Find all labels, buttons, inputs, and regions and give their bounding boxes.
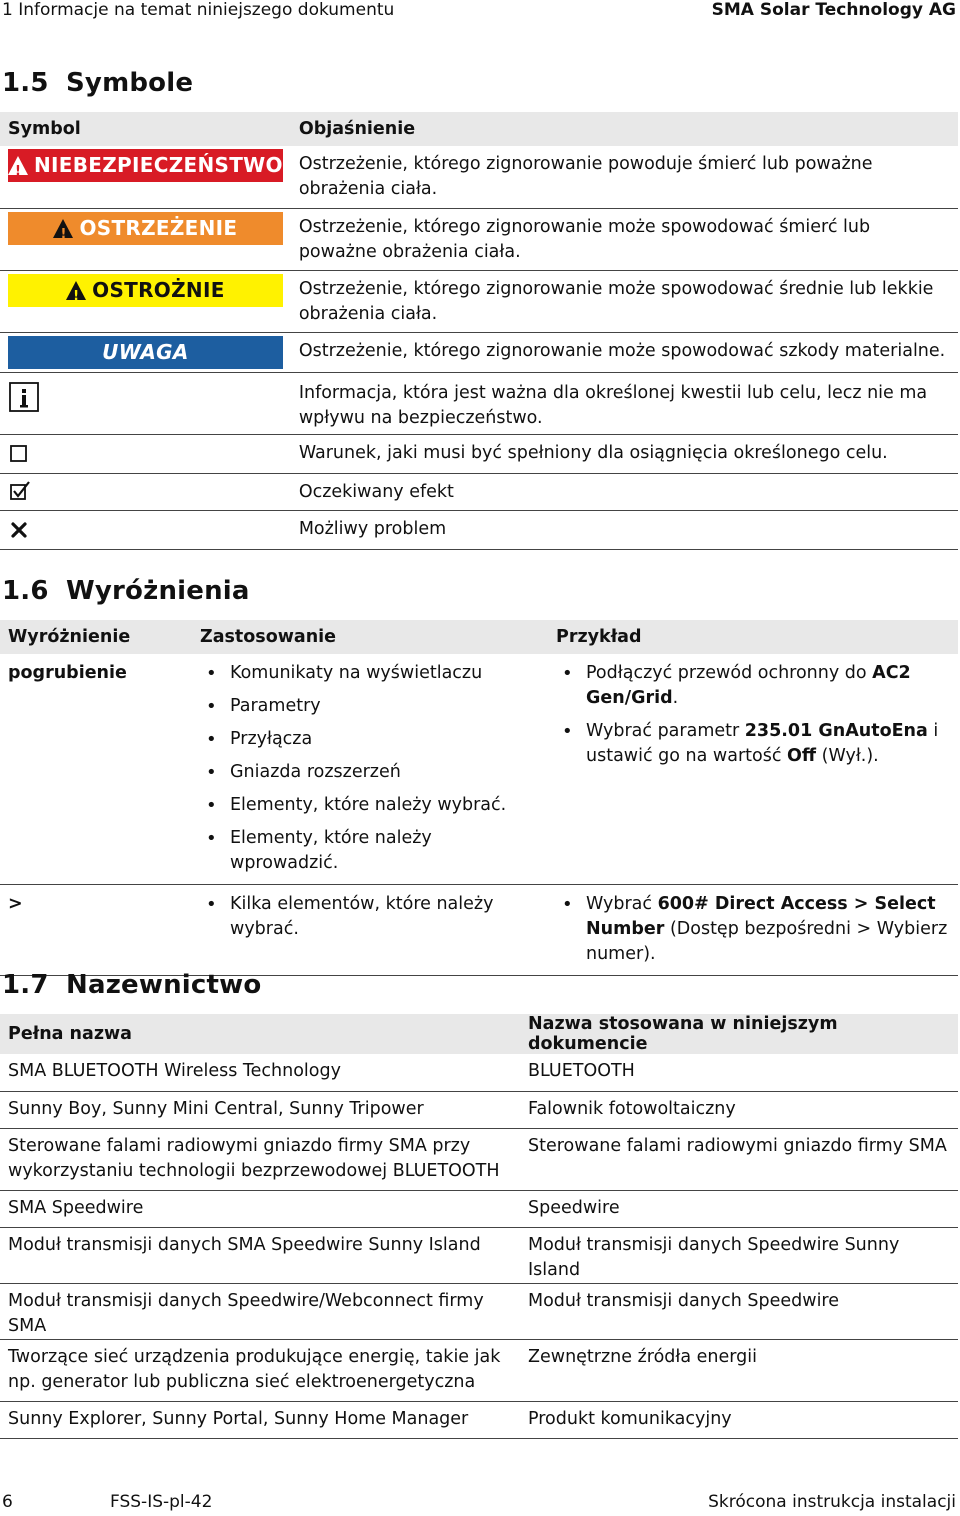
col-header-explanation: Objaśnienie — [291, 112, 958, 146]
short-name-cell: Moduł transmisji danych Speedwire — [520, 1283, 958, 1339]
highlights-table — [0, 620, 958, 976]
list-item: • Podłączyć przewód ochronny do AC2 Gen/Grid. — [556, 661, 950, 711]
full-name-cell: Sterowane falami radiowymi gniazdo firmy SMA przy wykorzystaniu technologii bezprzewodowej BLUETOOTH — [0, 1128, 520, 1190]
checkbox-icon — [8, 443, 30, 465]
col-header-example: Przykład — [548, 620, 958, 654]
explanation-text: Warunek, jaki musi być spełniony dla osiągnięcia określonego celu. — [291, 434, 958, 473]
list-item: • Elementy, które należy wprowadzić. — [200, 826, 540, 876]
document-code: FSS-IS-pl-42 — [110, 1492, 213, 1512]
short-name-cell: Falownik fotowoltaiczny — [520, 1091, 958, 1128]
col-header-symbol: Symbol — [0, 112, 291, 146]
explanation-text: Ostrzeżenie, którego zignorowanie może spowodować szkody materialne. — [291, 332, 958, 372]
list-item: • Elementy, które należy wybrać. — [200, 793, 540, 818]
highlight-arrow: > — [0, 885, 192, 976]
list-item: • Wybrać 600# Direct Access > Select Number (Dostęp bezpośredni > Wybierz numer). — [556, 892, 950, 967]
short-name-cell: Zewnętrzne źródła energii — [520, 1339, 958, 1401]
full-name-cell: Tworzące sieć urządzenia produkujące energię, takie jak np. generator lub publiczna sieć elektroenergetyczna — [0, 1339, 520, 1401]
full-name-cell: SMA BLUETOOTH Wireless Technology — [0, 1054, 520, 1091]
section-title-symbols: 1.5 Symbole — [2, 68, 194, 98]
list-item: • Kilka elementów, które należy wybrać. — [200, 892, 540, 942]
col-header-full-name: Pełna nazwa — [0, 1014, 520, 1054]
full-name-cell: Moduł transmisji danych Speedwire/Webconnect firmy SMA — [0, 1283, 520, 1339]
full-name-cell: Moduł transmisji danych SMA Speedwire Sunny Island — [0, 1227, 520, 1283]
explanation-text: Ostrzeżenie, którego zignorowanie może spowodować śmierć lub poważne obrażenia ciała. — [291, 208, 958, 270]
list-item: • Komunikaty na wyświetlaczu — [200, 661, 540, 686]
short-name-cell: Moduł transmisji danych Speedwire Sunny Island — [520, 1227, 958, 1283]
checked-icon — [8, 480, 32, 502]
short-name-cell: Sterowane falami radiowymi gniazdo firmy SMA — [520, 1128, 958, 1190]
header-chapter: 1 Informacje na temat niniejszego dokumentu — [2, 0, 395, 20]
list-item: • Wybrać parametr 235.01 GnAutoEna i ustawić go na wartość Off (Wył.). — [556, 719, 950, 769]
caution-badge: ! OSTROŻNIE — [8, 274, 283, 307]
list-item: • Przyłącza — [200, 727, 540, 752]
short-name-cell: Speedwire — [520, 1190, 958, 1227]
full-name-cell: Sunny Explorer, Sunny Portal, Sunny Home Manager — [0, 1401, 520, 1438]
short-name-cell: BLUETOOTH — [520, 1054, 958, 1091]
warning-badge: ! OSTRZEŻENIE — [8, 212, 283, 245]
header-company: SMA Solar Technology AG — [711, 0, 956, 20]
list-item: • Gniazda rozszerzeń — [200, 760, 540, 785]
explanation-text: Możliwy problem — [291, 510, 958, 549]
explanation-text: Ostrzeżenie, którego zignorowanie może spowodować średnie lub lekkie obrażenia ciała. — [291, 270, 958, 332]
highlight-bold: pogrubienie — [0, 654, 192, 885]
col-header-usage: Zastosowanie — [192, 620, 548, 654]
explanation-text: Informacja, która jest ważna dla określonej kwestii lub celu, lecz nie ma wpływu na bezpieczeństwo. — [291, 372, 958, 434]
explanation-text: Oczekiwany efekt — [291, 473, 958, 510]
document-title: Skrócona instrukcja instalacji — [708, 1492, 956, 1512]
warning-triangle-icon: ! — [66, 281, 86, 300]
warning-triangle-icon: ! — [53, 219, 73, 238]
explanation-text: Ostrzeżenie, którego zignorowanie powoduje śmierć lub poważne obrażenia ciała. — [291, 146, 958, 208]
col-header-highlight: Wyróżnienie — [0, 620, 192, 654]
example-list — [556, 661, 950, 769]
info-icon — [8, 381, 42, 415]
full-name-cell: Sunny Boy, Sunny Mini Central, Sunny Tripower — [0, 1091, 520, 1128]
list-item: • Parametry — [200, 694, 540, 719]
example-list — [556, 892, 950, 967]
cross-icon — [8, 519, 30, 541]
full-name-cell: SMA Speedwire — [0, 1190, 520, 1227]
warning-triangle-icon: ! — [8, 156, 28, 175]
symbols-table — [0, 112, 958, 550]
section-title-highlights: 1.6 Wyróżnienia — [2, 576, 250, 606]
notice-badge: UWAGA — [8, 336, 283, 369]
nomenclature-table — [0, 1014, 958, 1439]
col-header-short-name: Nazwa stosowana w niniejszym dokumencie — [520, 1014, 958, 1054]
page-number: 6 — [2, 1492, 13, 1512]
short-name-cell: Produkt komunikacyjny — [520, 1401, 958, 1438]
usage-list — [200, 661, 540, 876]
danger-badge: ! NIEBEZPIECZEŃSTWO — [8, 149, 283, 182]
usage-list — [200, 892, 540, 942]
section-title-nomenclature: 1.7 Nazewnictwo — [2, 970, 262, 1000]
